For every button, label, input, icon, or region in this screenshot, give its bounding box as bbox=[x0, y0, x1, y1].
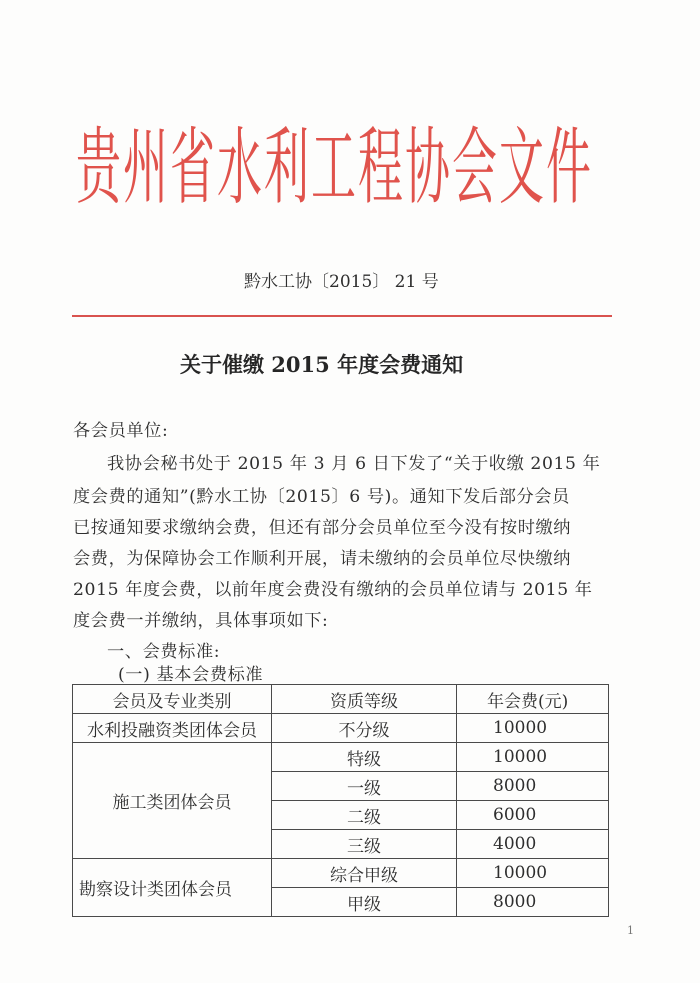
annual-fee: 10000 bbox=[457, 859, 609, 888]
column-header: 会员及专业类别 bbox=[73, 685, 272, 714]
body-line: 2015 年度会费，以前年度会费没有缴纳的会员单位请与 2015 年 bbox=[73, 580, 593, 600]
column-header: 资质等级 bbox=[272, 685, 457, 714]
table-row bbox=[73, 859, 609, 888]
annual-fee: 6000 bbox=[457, 801, 609, 830]
annual-fee: 8000 bbox=[457, 888, 609, 917]
notice-title: 关于催缴 2015 年度会费通知 bbox=[180, 352, 464, 377]
body-line: 度会费的通知”(黔水工协〔2015〕6 号)。通知下发后部分会员 bbox=[73, 487, 570, 507]
annual-fee: 10000 bbox=[457, 743, 609, 772]
qualification-grade: 甲级 bbox=[272, 888, 457, 917]
qualification-grade: 二级 bbox=[272, 801, 457, 830]
qualification-grade: 综合甲级 bbox=[272, 859, 457, 888]
qualification-grade: 三级 bbox=[272, 830, 457, 859]
fee-standard-table bbox=[72, 684, 609, 917]
organization-letterhead: 贵州省水利工程协会文件 bbox=[76, 118, 594, 217]
section-heading: 一、会费标准: bbox=[107, 642, 221, 662]
table-row bbox=[73, 714, 609, 743]
qualification-grade: 不分级 bbox=[272, 714, 457, 743]
annual-fee: 8000 bbox=[457, 772, 609, 801]
body-line: 会费，为保障协会工作顺利开展，请未缴纳的会员单位尽快缴纳 bbox=[73, 549, 572, 569]
body-line: 度会费一并缴纳，具体事项如下: bbox=[73, 611, 329, 631]
subsection-heading: (一) 基本会费标准 bbox=[118, 665, 264, 685]
qualification-grade: 一级 bbox=[272, 772, 457, 801]
member-category: 水利投融资类团体会员 bbox=[73, 714, 272, 743]
member-category: 施工类团体会员 bbox=[73, 743, 272, 859]
document-number: 黔水工协〔2015〕 21 号 bbox=[244, 272, 439, 292]
member-category: 勘察设计类团体会员 bbox=[73, 859, 272, 917]
annual-fee: 4000 bbox=[457, 830, 609, 859]
qualification-grade: 特级 bbox=[272, 743, 457, 772]
body-line: 已按通知要求缴纳会费，但还有部分会员单位至今没有按时缴纳 bbox=[73, 518, 572, 538]
table-row bbox=[73, 743, 609, 772]
letterhead-divider bbox=[72, 315, 612, 317]
table-header-row bbox=[73, 685, 609, 714]
salutation: 各会员单位: bbox=[73, 421, 169, 441]
column-header: 年会费(元) bbox=[457, 685, 609, 714]
page-number: 1 bbox=[627, 924, 634, 937]
body-line: 我协会秘书处于 2015 年 3 月 6 日下发了“关于收缴 2015 年 bbox=[107, 454, 601, 474]
annual-fee: 10000 bbox=[457, 714, 609, 743]
